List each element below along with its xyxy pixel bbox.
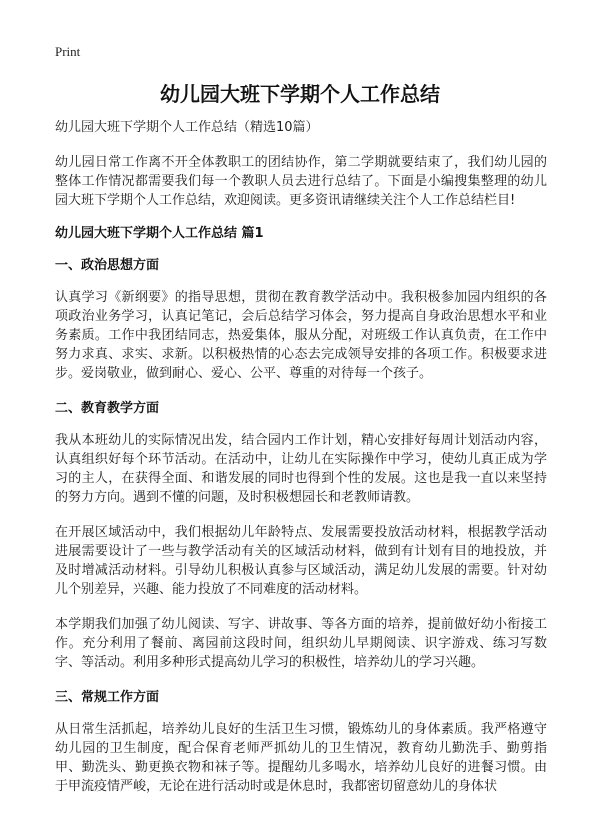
section-heading-politics: 一、政治思想方面 [55,258,160,273]
section-paragraph: 我从本班幼儿的实际情况出发，结合园内工作计划，精心安排好每周计划活动内容，认真组织好每个环节活动。在活动中，让幼儿在实际操作中学习，使幼儿真正成为学习的主人，在获得全面、和谐发展的同时也得到个性的发展。这也是我一直以来坚持的努力方向。遇到不懂的问题，及时积极想园长和老教师请教。 [55,433,547,505]
intro-paragraph: 幼儿园日常工作离不开全体教职工的团结协作，第二学期就要结束了，我们幼儿园的整体工作情况都需要我们每一个教职人员去进行总结了。下面是小编搜集整理的幼儿园大班下学期个人工作总结，欢迎阅读。更多资讯请继续关注个人工作总结栏目! [55,155,547,208]
document-subtitle: 幼儿园大班下学期个人工作总结（精选10篇） [55,120,319,135]
section-heading-routine: 三、常规工作方面 [55,690,160,705]
print-link[interactable]: Print [55,44,81,59]
section-paragraph: 在开展区域活动中，我们根据幼儿年龄特点、发展需要投放活动材料，根据教学活动进展需要设计了一些与教学活动有关的区域活动材料，做到有计划有目的地投放，并及时增减活动材料。引导幼儿积极认真参与区域活动，满足幼儿发展的需要。针对幼儿个别差异，兴趣、能力投放了不同难度的活动材料。 [55,525,547,597]
section-paragraph: 本学期我们加强了幼儿阅读、写字、讲故事、等各方面的培养，提前做好幼小衔接工作。充分利用了餐前、离园前这段时间，组织幼儿早期阅读、识字游戏、练习写数字、等活动。利用多种形式提高幼儿学习的积极性，培养幼儿的学习兴趣。 [55,617,547,670]
document-body [55,118,547,812]
section-heading-teaching: 二、教育教学方面 [55,401,160,416]
section-paragraph: 从日常生活抓起，培养幼儿良好的生活卫生习惯，锻炼幼儿的身体素质。我严格遵守幼儿园的卫生制度，配合保育老师严抓幼儿的卫生情况，教育幼儿勤洗手、勤剪指甲、勤洗头、勤更换衣物和袜子等。提醒幼儿多喝水，培养幼儿良好的进餐习惯。由于甲流疫情严峻，无论在进行活动时或是休息时，我都密切留意幼儿的身体状 [55,722,547,794]
article-heading: 幼儿园大班下学期个人工作总结 篇1 [55,226,264,241]
document-title: 幼儿园大班下学期个人工作总结 [160,82,440,106]
section-paragraph: 认真学习《新纲要》的指导思想，贯彻在教育教学活动中。我积极参加园内组织的各项政治业务学习，认真记笔记，会后总结学习体会，努力提高自身政治思想水平和业务素质。工作中我团结同志，热爱集体，服从分配，对班级工作认真负责，在工作中努力求真、求实、求新。以积极热情的心态去完成领导安排的各项工作。积极要求进步。爱岗敬业，做到耐心、爱心、公平、尊重的对待每一个孩子。 [55,290,547,381]
